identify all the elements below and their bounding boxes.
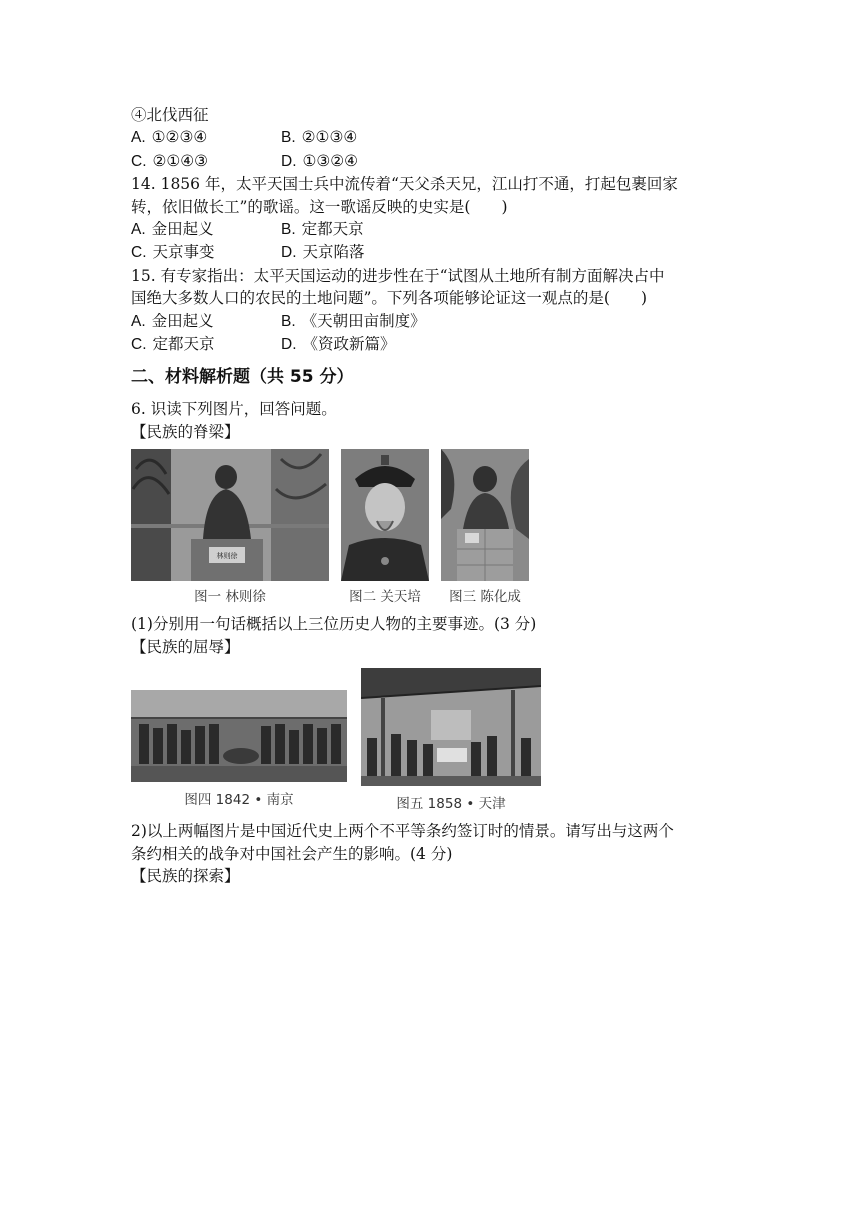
figure-nanjing-1842: [131, 668, 347, 808]
document-page: [131, 104, 741, 887]
q15-options-row2: [131, 333, 741, 356]
q14-options-row1: [131, 218, 741, 241]
q6-part2-question-line1: 2)以上两幅图片是中国近代史上两个不平等条约签订时的情景。请写出与这两个: [131, 822, 674, 841]
statue-plate-text: 林则徐: [216, 552, 238, 561]
part-label-humiliation: 【民族的屈辱】: [131, 637, 240, 656]
q15-stem-line2: 国绝大多数人口的农民的土地问题”。下列各项能够论证这一观点的是( ): [131, 289, 648, 308]
q6-intro: 6. 识读下列图片，回答问题。: [131, 400, 337, 419]
figure-row-heroes: [131, 449, 741, 605]
q14-options-row2: [131, 241, 741, 264]
caption-figure-5: 图五 1858 • 天津: [396, 796, 506, 813]
q14-option-b: B. 定都天京: [281, 220, 364, 239]
option-item-4: ④北伐西征: [131, 106, 209, 124]
q13-option-d: D. ①③②④: [281, 151, 359, 170]
caption-figure-3: 图三 陈化成: [449, 589, 521, 606]
q13-option-b: B. ②①③④: [281, 128, 358, 147]
q13-options-row1: [131, 126, 741, 149]
figure-guan-tianpei: [341, 449, 429, 605]
q15-option-a: A. 金田起义: [131, 311, 214, 330]
caption-figure-1: 图一 林则徐: [194, 589, 266, 606]
chen-huacheng-statue-photo: [441, 449, 529, 581]
q6-part1-question: (1)分别用一句话概括以上三位历史人物的主要事迹。(3 分): [131, 615, 537, 634]
lin-zexu-statue-photo: [131, 449, 329, 581]
figure-tianjin-1858: [361, 668, 541, 812]
nanjing-treaty-scene: [131, 690, 347, 782]
q15-option-c: C. 定都天京: [131, 335, 215, 354]
q15-option-b: B. 《天朝田亩制度》: [281, 311, 426, 330]
caption-figure-2: 图二 关天培: [349, 589, 421, 606]
guan-tianpei-portrait: [341, 449, 429, 581]
q6-part2-question-line2: 条约相关的战争对中国社会产生的影响。(4 分): [131, 844, 453, 863]
q15-stem-line1: 15. 有专家指出：太平天国运动的进步性在于“试图从土地所有制方面解决占中: [131, 266, 665, 285]
q14-option-c: C. 天京事变: [131, 243, 215, 262]
q14-option-d: D. 天京陷落: [281, 243, 365, 262]
figure-lin-zexu: [131, 449, 329, 605]
tianjin-treaty-scene: [361, 668, 541, 786]
q15-option-d: D. 《资政新篇》: [281, 335, 396, 354]
q13-option-a: A. ①②③④: [131, 128, 208, 147]
figure-chen-huacheng: [441, 449, 529, 605]
caption-figure-4: 图四 1842 • 南京: [184, 792, 294, 809]
section-title: 二、材料解析题（共 55 分）: [131, 367, 354, 388]
part-label-backbone: 【民族的脊梁】: [131, 422, 240, 441]
q14-stem-line2: 转，依旧做长工”的歌谣。这一歌谣反映的史实是( ): [131, 197, 508, 216]
figure-row-treaties: [131, 668, 741, 812]
q15-options-row1: [131, 310, 741, 333]
q13-option-c: C. ②①④③: [131, 151, 209, 170]
q13-options-row2: [131, 150, 741, 173]
q14-option-a: A. 金田起义: [131, 220, 214, 239]
q14-stem-line1: 14. 1856 年，太平天国士兵中流传着“天父杀天兄，江山打不通，打起包裹回家: [131, 175, 678, 194]
part-label-exploration: 【民族的探索】: [131, 866, 240, 885]
